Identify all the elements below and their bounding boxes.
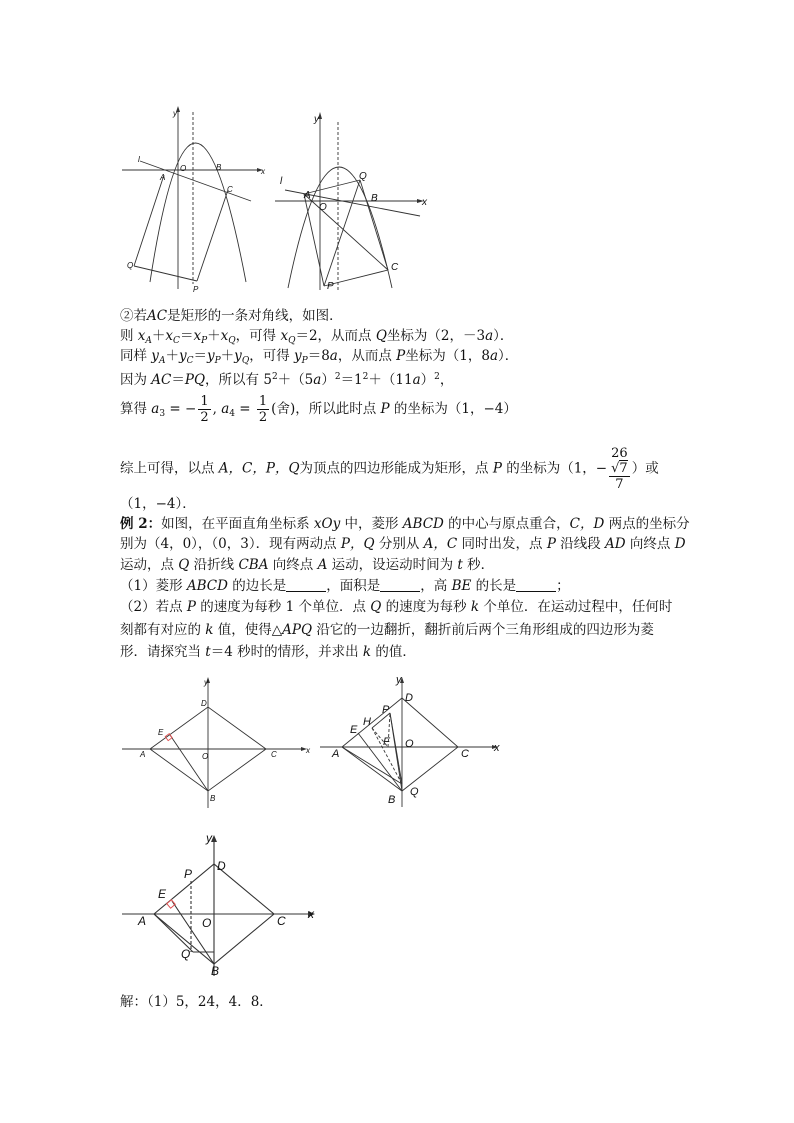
label-b: B: [211, 964, 220, 978]
label-l: l: [280, 176, 283, 187]
label-o: O: [202, 916, 212, 930]
label-q: Q: [410, 786, 419, 798]
label-o: O: [202, 752, 209, 761]
label-b: B: [371, 193, 378, 204]
label-q: Q: [181, 947, 191, 961]
label-c: C: [461, 748, 469, 760]
solution-text: 解：（1）5，24，4．8．: [120, 994, 273, 1010]
label-y: y: [173, 109, 177, 118]
label-c: C: [227, 185, 233, 194]
case2-line-4: 因为 AC＝PQ，所以有 $5^2+(5a)^2=1^2+(11a)^2$，: [120, 372, 454, 388]
figure-rhombus-3: [120, 830, 330, 980]
case2-line-5: 算得 $a_3$ = − $\frac{1}{2}$ , $a_4$ = $\frac{1}{2}$ (舍)，所以此时点 P 的坐标为（1，−4）: [120, 394, 517, 425]
label-p: P: [327, 281, 334, 292]
label-l: l: [138, 155, 140, 164]
label-d: D: [217, 859, 226, 873]
label-p: P: [184, 867, 193, 881]
label-c: C: [391, 262, 399, 273]
label-e: E: [158, 728, 164, 737]
label-b: B: [210, 794, 216, 803]
case2-line-1: ②若AC是矩形的一条对角线，如图．: [120, 308, 343, 324]
label-a: A: [160, 173, 166, 182]
example2-line-3: 运动，点 Q 沿折线 CBA 向终点 A 运动，设运动时间为 t 秒．: [120, 557, 495, 573]
label-a: A: [140, 750, 146, 759]
label-c: C: [277, 914, 286, 928]
answer-blank-side[interactable]: [286, 578, 326, 592]
figure-parabola-right: [270, 108, 440, 293]
fraction-neg-half: $\frac{1}{2}$: [200, 394, 209, 425]
label-e: E: [158, 887, 167, 901]
answer-blank-area[interactable]: [380, 578, 420, 592]
example2-line-5: （2）若点 P 的速度为每秒 1 个单位．点 Q 的速度为每秒 k 个单位．在运动过程中，任何时: [120, 599, 673, 615]
label-p: P: [382, 704, 390, 716]
label-b: B: [216, 163, 222, 172]
label-y: y: [206, 831, 212, 845]
label-q: Q: [359, 171, 367, 182]
fraction-half: $\frac{1}{2}$: [258, 394, 268, 425]
label-x: x: [306, 746, 310, 755]
label-h: H: [363, 716, 371, 728]
example2-line-1: 例 2：如图，在平面直角坐标系 xOy 中，菱形 ABCD 的中心与原点重合，C，D 两点的坐标分: [120, 516, 690, 532]
label-y: y: [396, 674, 402, 686]
label-d: D: [201, 699, 207, 708]
label-b: B: [388, 794, 396, 806]
case2-line-3: 同样 $y_A+y_C=y_P+y_Q$，可得 $y_P=8a$，从而点 P坐标为（1，8a）．: [120, 348, 519, 366]
label-x: x: [308, 907, 314, 921]
label-a: A: [332, 748, 340, 760]
example2-line-6: 刻都有对应的 k 值，使得△APQ 沿它的一边翻折，翻折前后两个三角形组成的四边形为菱: [120, 622, 654, 638]
label-e: E: [350, 724, 358, 736]
label-o: O: [405, 738, 414, 750]
figure-parabola-left: [120, 104, 270, 294]
example2-line-7: 形．请探究当 t＝4 秒时的情形，并求出 k 的值．: [120, 644, 416, 660]
example2-line-4: （1）菱形 ABCD 的边长是 ，面积是 ，高 BE 的长是 ；: [120, 578, 570, 594]
label-f: F: [383, 736, 390, 748]
example2-line-2: 别为（4，0），（0，3）．现有两动点 P，Q 分别从 A，C 同时出发，点 P 沿线段 AD 向终点 D: [120, 536, 686, 552]
label-c: C: [271, 750, 277, 759]
label-o: O: [180, 164, 187, 173]
figure-rhombus-2: [318, 671, 503, 811]
label-x: x: [422, 197, 427, 208]
fraction-26-root7-over-7: 26 √7 7: [611, 446, 628, 492]
label-x: x: [494, 742, 500, 754]
label-q: Q: [127, 261, 134, 270]
answer-blank-height[interactable]: [516, 578, 556, 592]
figure-rhombus-1: [120, 673, 320, 813]
label-a: A: [138, 914, 147, 928]
label-d: D: [405, 692, 413, 704]
case2-line-2: 则 $x_A+x_C=x_P+x_Q$，可得 $x_Q=2$，从而点 Q坐标为（2，－3a）．: [120, 328, 514, 346]
label-y: y: [314, 114, 319, 125]
summary-line-2: （1，−4）．: [120, 496, 196, 512]
label-o: O: [319, 202, 327, 213]
label-a: A: [304, 190, 311, 201]
summary-line-1: 综上可得，以点 A，C，P，Q为顶点的四边形能成为矩形，点 P 的坐标为（1，− 26 √7 7 ）或: [120, 446, 659, 492]
label-p: P: [193, 285, 199, 294]
label-x: x: [261, 167, 265, 176]
label-y: y: [204, 678, 208, 687]
